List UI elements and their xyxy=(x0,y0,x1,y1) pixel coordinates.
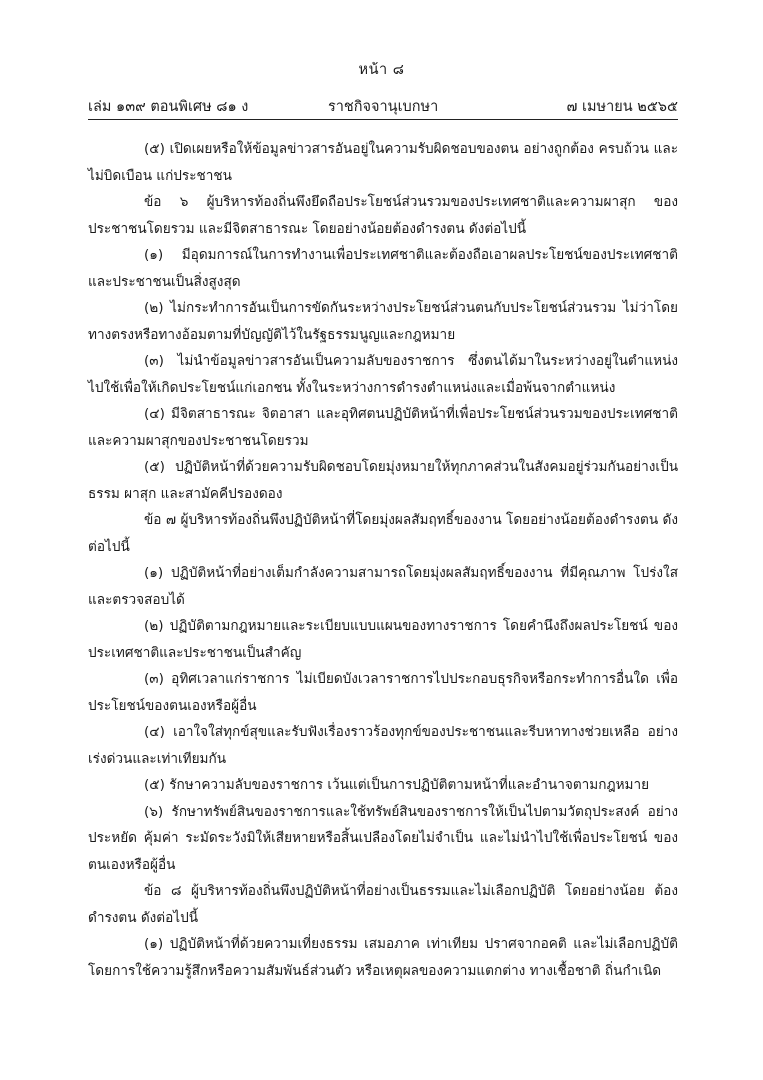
header-rule xyxy=(88,119,678,120)
section-7-item-5: (๕) รักษาความลับของราชการ เว้นแต่เป็นการปฏิบัติตามหน้าที่และอำนาจตามกฎหมาย xyxy=(144,777,650,793)
page-number: หน้า ๘ xyxy=(358,62,405,78)
section-6-item-3: (๓) ไม่นำข้อมูลข่าวสารอันเป็นความลับของราชการ ซึ่งตนได้มาในระหว่างอยู่ในตำแหน่ง ไปใช้เพื่อให้เกิดประโยชน์แก่เอกชน ทั้งในระหว่างการดำรงตำแหน่งและเมื่อพ้นจากตำแหน่ง xyxy=(88,353,678,396)
section-8: ข้อ ๘ ผู้บริหารท้องถิ่นพึงปฏิบัติหน้าที่อย่างเป็นธรรมและไม่เลือกปฏิบัติ โดยอย่างน้อย ต้องดำรงตน ดังต่อไปนี้ xyxy=(88,883,678,926)
section-6: ข้อ ๖ ผู้บริหารท้องถิ่นพึงยึดถือประโยชน์ส่วนรวมของประเทศชาติและความผาสุก ของประชาชนโดยรวม และมีจิตสาธารณะ โดยอย่างน้อยต้องดำรงตน ดังต่อไปนี้ xyxy=(88,194,678,237)
section-8-item-1: (๑) ปฏิบัติหน้าที่ด้วยความเที่ยงธรรม เสมอภาค เท่าเทียม ปราศจากอคติ และไม่เลือกปฏิบัติ โดยการใช้ความรู้สึกหรือความสัมพันธ์ส่วนตัว หรือเหตุผลของความแตกต่าง ทางเชื้อชาติ ถิ่นกำเนิด xyxy=(88,936,678,979)
section-7-item-6: (๖) รักษาทรัพย์สินของราชการและใช้ทรัพย์สินของราชการให้เป็นไปตามวัตถุประสงค์ อย่างประหยัด คุ้มค่า ระมัดระวังมิให้เสียหายหรือสิ้นเปลืองโดยไม่จำเป็น และไม่นำไปใช้เพื่อประโยชน์ ของตนเองหรือผู้อื่น xyxy=(88,803,678,873)
section-7: ข้อ ๗ ผู้บริหารท้องถิ่นพึงปฏิบัติหน้าที่โดยมุ่งผลสัมฤทธิ์ของงาน โดยอย่างน้อยต้องดำรงตน ดังต่อไปนี้ xyxy=(88,512,678,555)
section-7-item-2: (๒) ปฏิบัติตามกฎหมายและระเบียบแบบแผนของทางราชการ โดยคำนึงถึงผลประโยชน์ ของประเทศชาติและประชาชนเป็นสำคัญ xyxy=(88,618,678,661)
section-6-item-1: (๑) มีอุดมการณ์ในการทำงานเพื่อประเทศชาติและต้องถือเอาผลประโยชน์ของประเทศชาติ และประชาชนเป็นสิ่งสูงสุด xyxy=(88,247,678,290)
document-body xyxy=(88,136,678,984)
section-7-item-4: (๔) เอาใจใส่ทุกข์สุขและรับฟังเรื่องราวร้องทุกข์ของประชาชนและรีบหาทางช่วยเหลือ อย่างเร่งด่วนและเท่าเทียมกัน xyxy=(88,724,678,767)
issue-date: ๗ เมษายน ๒๕๖๕ xyxy=(566,99,678,115)
running-header xyxy=(88,95,678,117)
section-7-item-1: (๑) ปฏิบัติหน้าที่อย่างเต็มกำลังความสามารถโดยมุ่งผลสัมฤทธิ์ของงาน ที่มีคุณภาพ โปร่งใส และตรวจสอบได้ xyxy=(88,565,678,608)
section-6-item-5: (๕) ปฏิบัติหน้าที่ด้วยความรับผิดชอบโดยมุ่งหมายให้ทุกภาคส่วนในสังคมอยู่ร่วมกันอย่างเป็นธรรม ผาสุก และสามัคคีปรองดอง xyxy=(88,459,678,502)
section-7-item-3: (๓) อุทิศเวลาแก่ราชการ ไม่เบียดบังเวลาราชการไปประกอบธุรกิจหรือกระทำการอื่นใด เพื่อประโยชน์ของตนเองหรือผู้อื่น xyxy=(88,671,678,714)
gazette-name: ราชกิจจานุเบกษา xyxy=(328,99,439,115)
section-6-item-2: (๒) ไม่กระทำการอันเป็นการขัดกันระหว่างประโยชน์ส่วนตนกับประโยชน์ส่วนรวม ไม่ว่าโดยทางตรงหรือทางอ้อมตามที่บัญญัติไว้ในรัฐธรรมนูญและกฎหมาย xyxy=(88,300,678,343)
section-6-item-4: (๔) มีจิตสาธารณะ จิตอาสา และอุทิศตนปฏิบัติหน้าที่เพื่อประโยชน์ส่วนรวมของประเทศชาติ และความผาสุกของประชาชนโดยรวม xyxy=(88,406,678,449)
volume-info: เล่ม ๑๓๙ ตอนพิเศษ ๘๑ ง xyxy=(88,99,249,115)
paragraph-5-1: (๕) เปิดเผยหรือให้ข้อมูลข่าวสารอันอยู่ในความรับผิดชอบของตน อย่างถูกต้อง ครบถ้วน และไม่บิดเบือน แก่ประชาชน xyxy=(88,141,678,184)
